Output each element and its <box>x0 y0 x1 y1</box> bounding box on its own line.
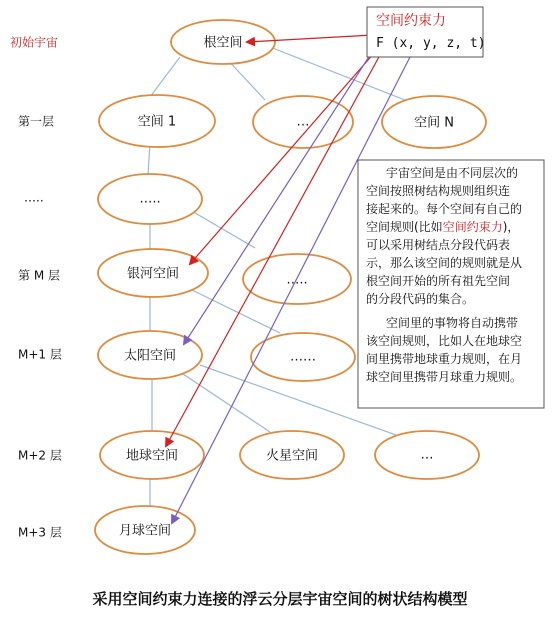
tree-line <box>150 57 180 97</box>
description-line <box>366 291 474 306</box>
description-span: 的分段代码的集合。 <box>366 292 475 306</box>
description-span: 空间规则(比如 <box>366 220 443 234</box>
description-line <box>366 351 522 366</box>
description-line <box>366 219 519 234</box>
node-dots-m2-label: … <box>420 447 434 463</box>
node-sun-label: 太阳空间 <box>123 348 177 364</box>
node-moon-label: 月球空间 <box>118 523 172 539</box>
node-dots-m1-label: …… <box>290 349 316 365</box>
description-span: 可以采用树结点分段代码表 <box>366 238 511 252</box>
description-span: 空间里的事物将自动携带 <box>386 316 519 330</box>
description-line <box>366 333 522 348</box>
node-galaxy-label: 银河空间 <box>126 266 180 282</box>
layer-label-dots: ….. <box>24 190 44 205</box>
node-dots-left-label: ….. <box>139 191 161 207</box>
figure-caption: 采用空间约束力连接的浮云分层宇宙空间的树状结构模型 <box>92 590 468 608</box>
description-span: 球空间里携带月球重力规则。 <box>366 370 523 384</box>
layer-label-m: 第 M 层 <box>18 268 60 283</box>
description-box <box>358 160 544 408</box>
description-line <box>386 315 518 330</box>
description-span: 宇宙空间是由不同层次的 <box>386 166 519 180</box>
layer-label-root: 初始宇宙 <box>10 35 59 50</box>
description-span: 根空间开始的所有祖先空间 <box>366 274 511 288</box>
layer-label-m3: M+3 层 <box>18 525 62 540</box>
description-text <box>366 165 522 384</box>
node-space-n-label: 空间 N <box>414 115 454 131</box>
tree-line <box>148 143 150 175</box>
tree-line <box>180 372 270 432</box>
constraint-formula: F (x, y, z, t) <box>376 36 486 51</box>
layer-labels <box>10 35 62 540</box>
description-span: 空间按照树结构规则组织连 <box>366 184 511 198</box>
layer-label-m2: M+2 层 <box>18 448 62 463</box>
description-line <box>366 255 522 270</box>
description-line <box>386 165 518 180</box>
description-line <box>366 183 510 198</box>
node-space-1-label: 空间 1 <box>137 114 177 130</box>
description-highlight: 空间约束力 <box>442 220 503 234</box>
description-span: 间里携带地球重力规则，在月 <box>366 352 523 366</box>
node-mars-label: 火星空间 <box>265 448 319 464</box>
description-line <box>366 237 510 252</box>
node-dots-m-label: ….. <box>286 272 308 288</box>
description-line <box>366 369 522 384</box>
constraint-title: 空间约束力 <box>376 13 446 29</box>
node-root-label: 根空间 <box>203 35 243 51</box>
description-span: 示，那么该空间的规则就是从 <box>366 256 523 270</box>
description-span: )， <box>502 220 520 234</box>
tree-line <box>190 210 255 248</box>
constraint-box <box>367 7 486 57</box>
layer-label-first: 第一层 <box>18 114 55 129</box>
node-ellipsis-top-label: … <box>296 114 310 130</box>
description-line <box>366 273 510 288</box>
description-span: 该空间规则，比如人在地球空 <box>366 334 523 348</box>
layer-label-m1: M+1 层 <box>18 347 62 362</box>
description-line <box>366 201 522 216</box>
node-earth-label: 地球空间 <box>125 448 179 464</box>
description-span: 接起来的。每个空间有自己的 <box>366 202 523 216</box>
